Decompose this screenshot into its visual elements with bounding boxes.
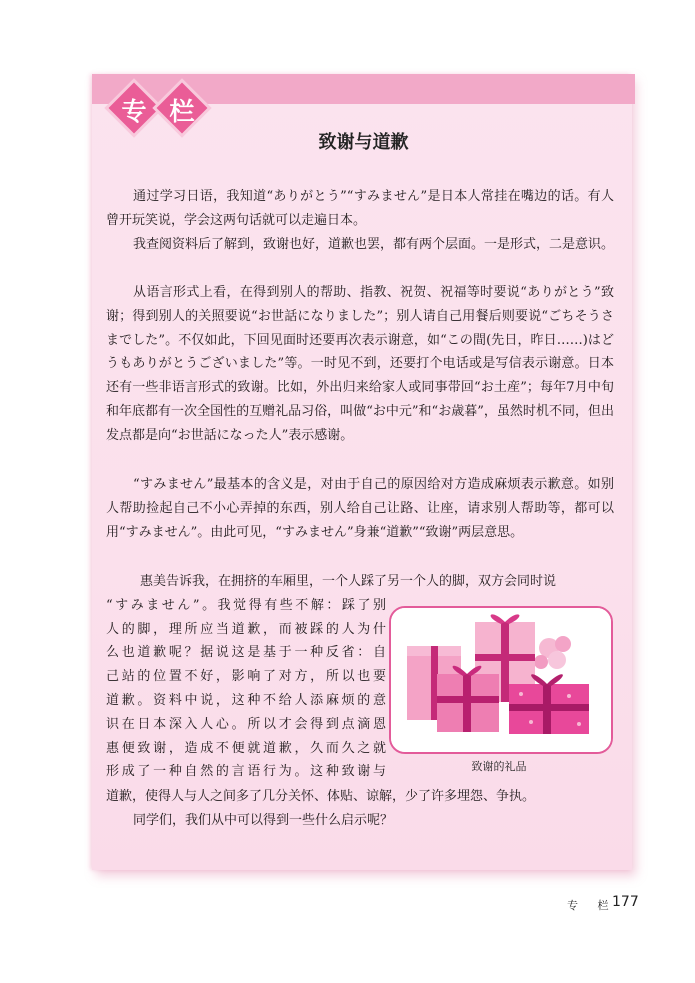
text-line: 道歉。资料中说，这种不给人添麻烦的意 bbox=[106, 692, 386, 708]
badge-char-1: 专 bbox=[121, 97, 147, 126]
text-line: 己站的位置不好，影响了对方，所以也要 bbox=[106, 669, 386, 685]
text-line: 么也道歉呢？据说这是基于一种反省：自 bbox=[106, 645, 386, 661]
column-title: 致谢与道歉 bbox=[318, 132, 409, 153]
text-line: 形成了一种自然的言语行为。这种致谢与 bbox=[106, 764, 386, 780]
paragraph-closing-question: 同学们，我们从中可以得到一些什么启示呢？ bbox=[133, 813, 394, 828]
paragraph-language-forms: 从语言形式上看，在得到别人的帮助、指教、祝贺、祝福等时要说“ありがとう”致谢；得到别人的关照要说“お世話になりました”；别人请自己用餐后则要说“ごちそうさまでした”。不仅如此，下回见面时还要再次表示谢意，如“この間(先日，昨日……)はどうもありがとうございました”等。一时见不到，还要打个电话或是写信表示谢意。日本还有一些非语言形式的致谢。比如，外出归来给家人或同事带回“お土産”；每年7月中旬和年底都有一次全国性的互赠礼品习俗，叫做“お中元”和“お歳暮”，虽然时机不同，但出发点都是向“お世話になった人”表示感谢。 bbox=[106, 285, 614, 443]
badge-char-2: 栏 bbox=[169, 97, 195, 126]
paragraph-two-levels: 我查阅资料后了解到，致谢也好，道歉也罢，都有两个层面。一是形式，二是意识。 bbox=[133, 237, 615, 252]
gift-boxes-image bbox=[391, 608, 611, 752]
paragraph-sumimasen-meaning: “すみません”最基本的含义是，对由于自己的原因给对方造成麻烦表示歉意。如别人帮助捡起自己不小心弄掉的东西，别人给自己让路、让座，请求别人帮助等，都可以用“すみません”。由此可见，“すみません”身兼“道歉”“致谢”两层意思。 bbox=[106, 477, 614, 540]
page-number: 177 bbox=[612, 894, 639, 910]
text-line: 人的脚，理所应当道歉，而被踩的人为什 bbox=[106, 621, 386, 637]
text-line: 惠美告诉我，在拥挤的车厢里，一个人踩了另一个人的脚，双方会同时说 bbox=[140, 574, 557, 589]
text-line: 惠便致谢，造成不便就道歉，久而久之就 bbox=[106, 740, 386, 756]
footer-section-label: 专 栏 bbox=[567, 899, 617, 912]
paragraph-intro: 通过学习日语，我知道“ありがとう”“すみません”是日本人常挂在嘴边的话。有人曾开玩笑说，学会这两句话就可以走遍日本。 bbox=[106, 189, 614, 228]
text-line: “すみません”。我觉得有些不解：踩了别 bbox=[106, 597, 386, 613]
gift-photo-frame bbox=[389, 606, 613, 754]
gift-box-front bbox=[437, 666, 499, 732]
gift-photo-caption: 致谢的礼品 bbox=[471, 760, 527, 773]
text-line: 识在日本深入人心。所以才会得到点滴恩 bbox=[106, 716, 386, 732]
paragraph-train-story-end: 道歉，使得人与人之间多了几分关怀、体贴、谅解，少了许多埋怨、争执。 bbox=[106, 789, 536, 804]
